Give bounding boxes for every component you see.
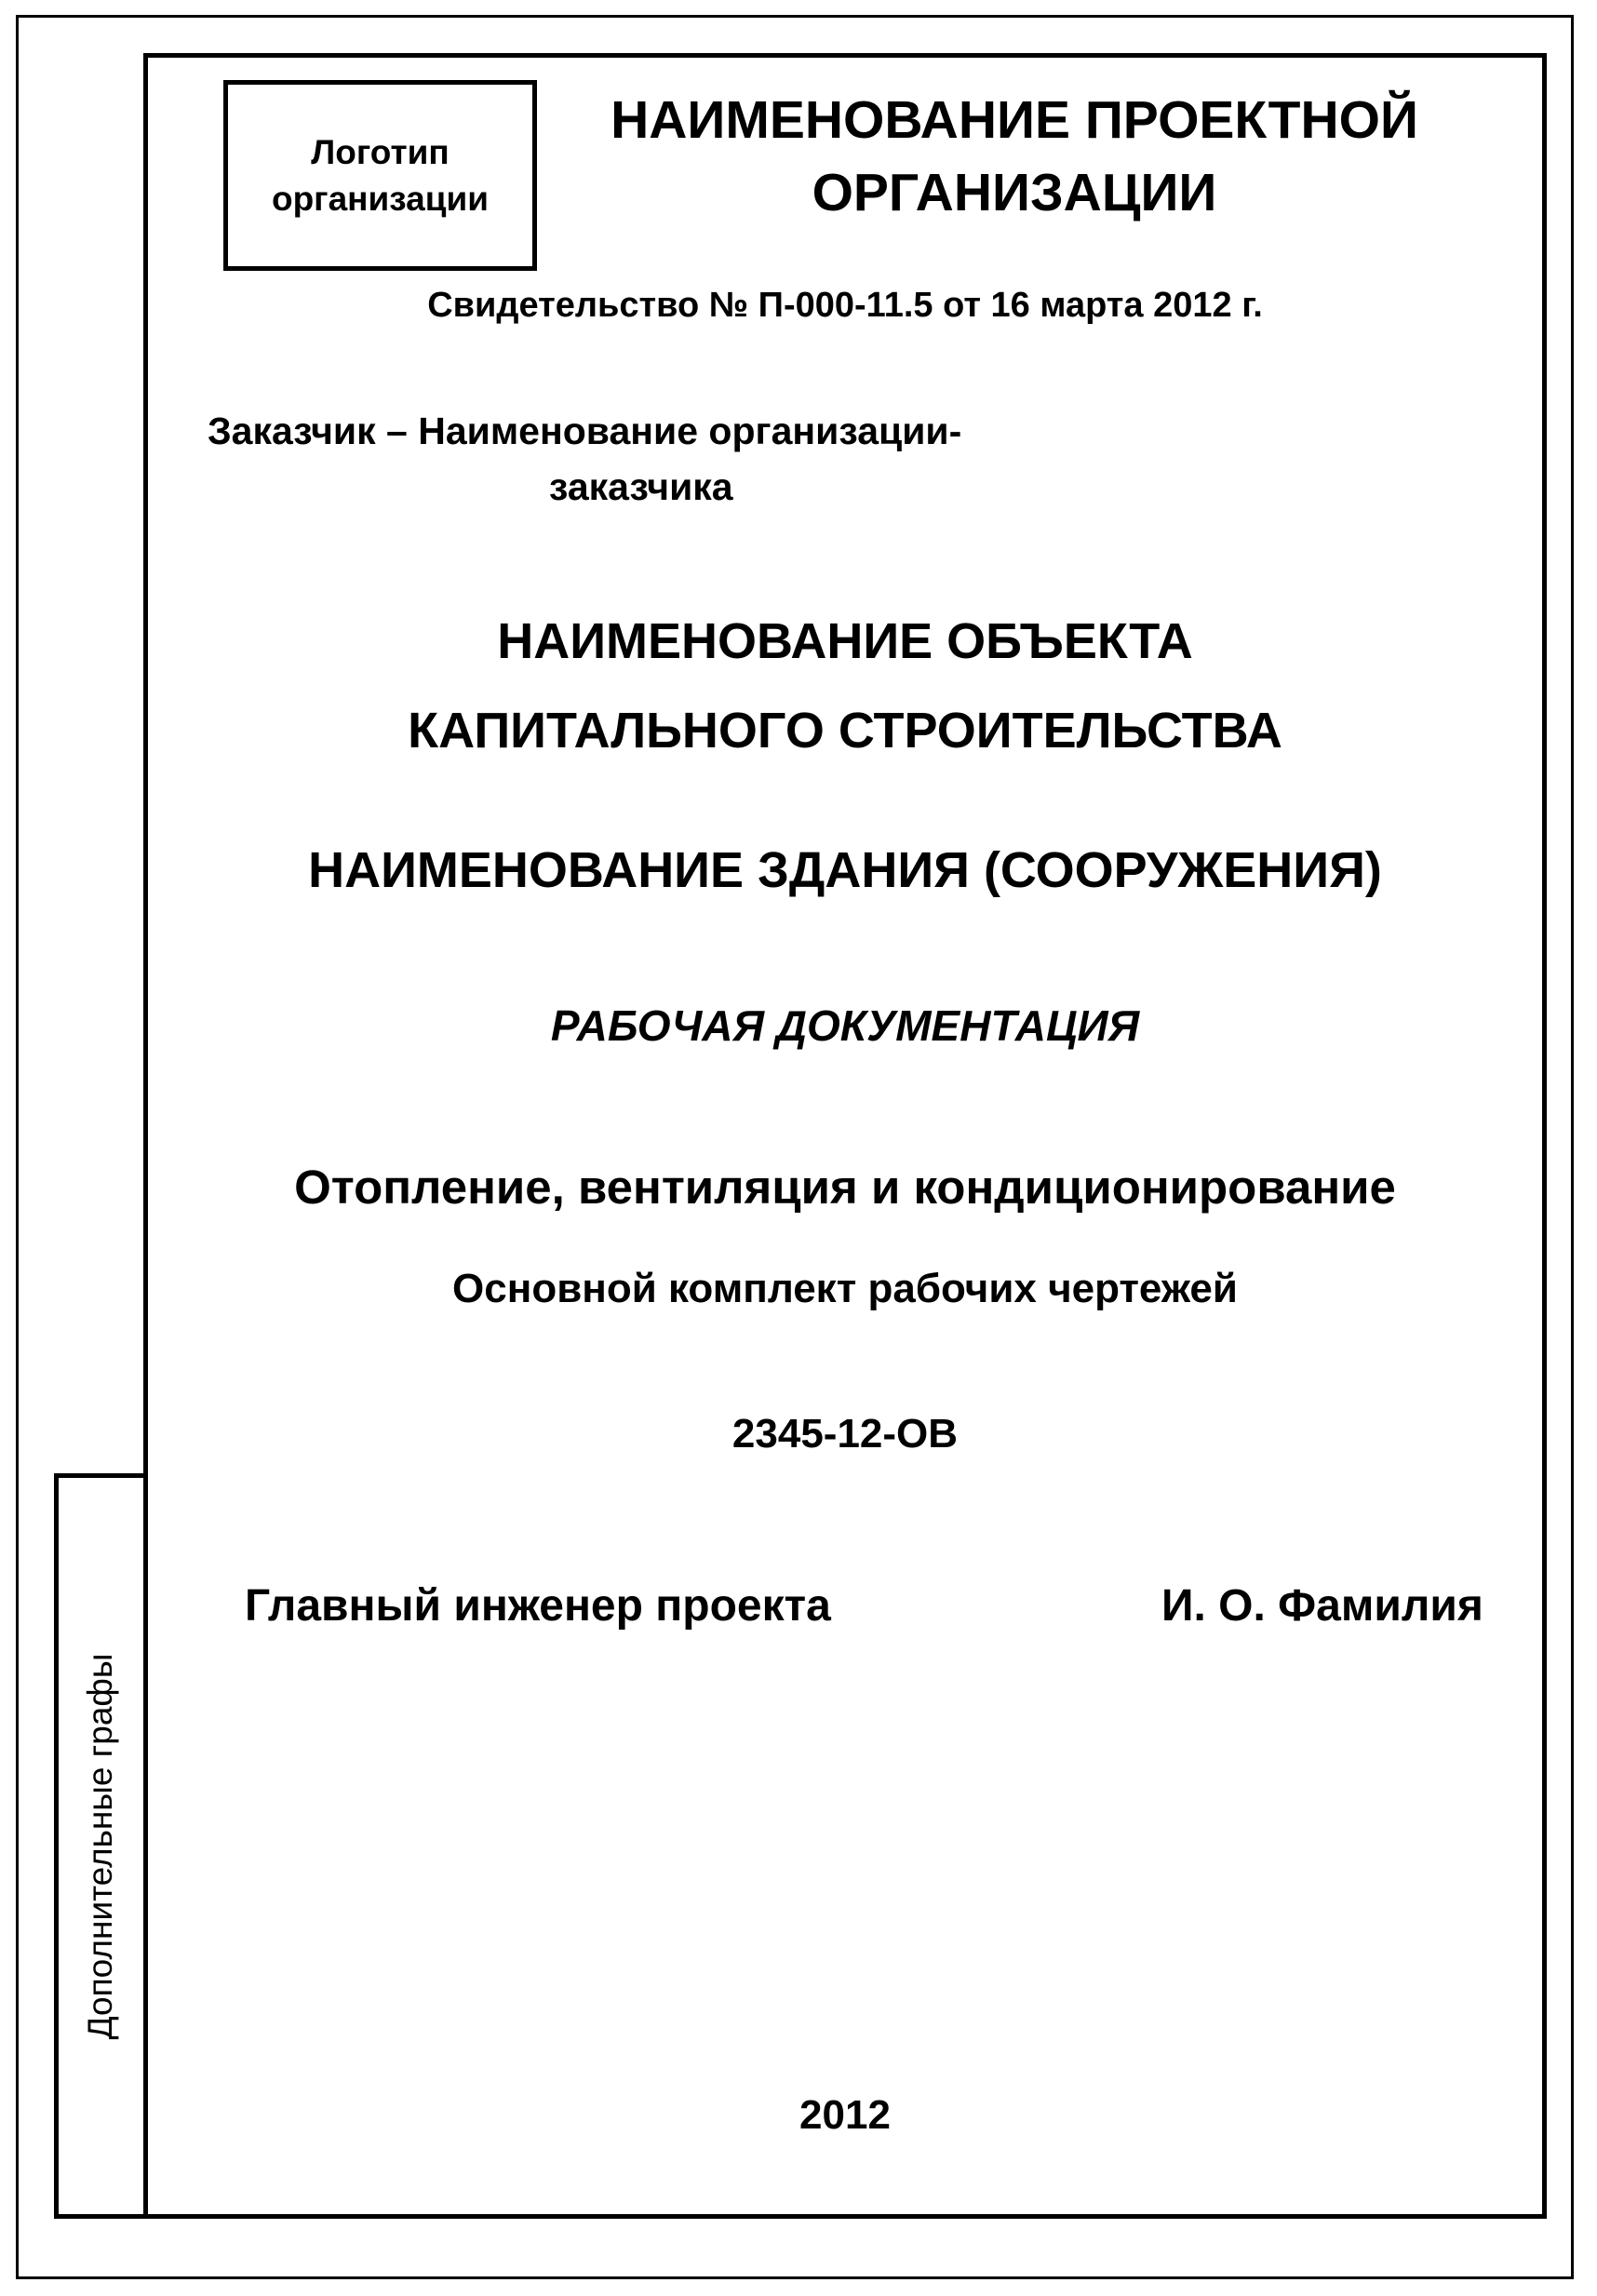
signatory-role: Главный инженер проекта	[245, 1581, 831, 1631]
document-type: РАБОЧАЯ ДОКУМЕНТАЦИЯ	[550, 1001, 1140, 1050]
building-name: НАИМЕНОВАНИЕ ЗДАНИЯ (СООРУЖЕНИЯ)	[308, 842, 1382, 898]
organization-name-line-1: НАИМЕНОВАНИЕ ПРОЕКТНОЙ	[611, 90, 1418, 150]
section-title: Отопление, вентиляция и кондиционирование	[294, 1161, 1396, 1214]
logo-text-line-2: организации	[271, 179, 489, 218]
organization-name	[596, 84, 1433, 229]
object-name-line-1: НАИМЕНОВАНИЕ ОБЪЕКТА	[497, 613, 1193, 669]
additional-columns-label: Дополнительные графы	[81, 1653, 119, 2040]
organization-logo-placeholder	[223, 80, 537, 271]
title-sheet-frame	[143, 53, 1547, 2219]
certificate-number: Свидетельство № П-000-11.5 от 16 марта 2012 г.	[427, 286, 1263, 325]
object-name-line-2: КАПИТАЛЬНОГО СТРОИТЕЛЬСТВА	[408, 703, 1282, 759]
customer-line-2: заказчика	[549, 465, 733, 508]
organization-name-line-2: ОРГАНИЗАЦИИ	[812, 163, 1217, 222]
issue-year: 2012	[799, 2092, 891, 2138]
customer-line-1: Заказчик – Наименование организации-	[208, 410, 962, 452]
document-code: 2345-12-ОВ	[731, 1411, 959, 1457]
signatory-name: И. О. Фамилия	[1161, 1581, 1483, 1631]
logo-text-line-1: Логотип	[311, 132, 450, 171]
drawing-set-title: Основной комплект рабочих чертежей	[452, 1266, 1238, 1311]
